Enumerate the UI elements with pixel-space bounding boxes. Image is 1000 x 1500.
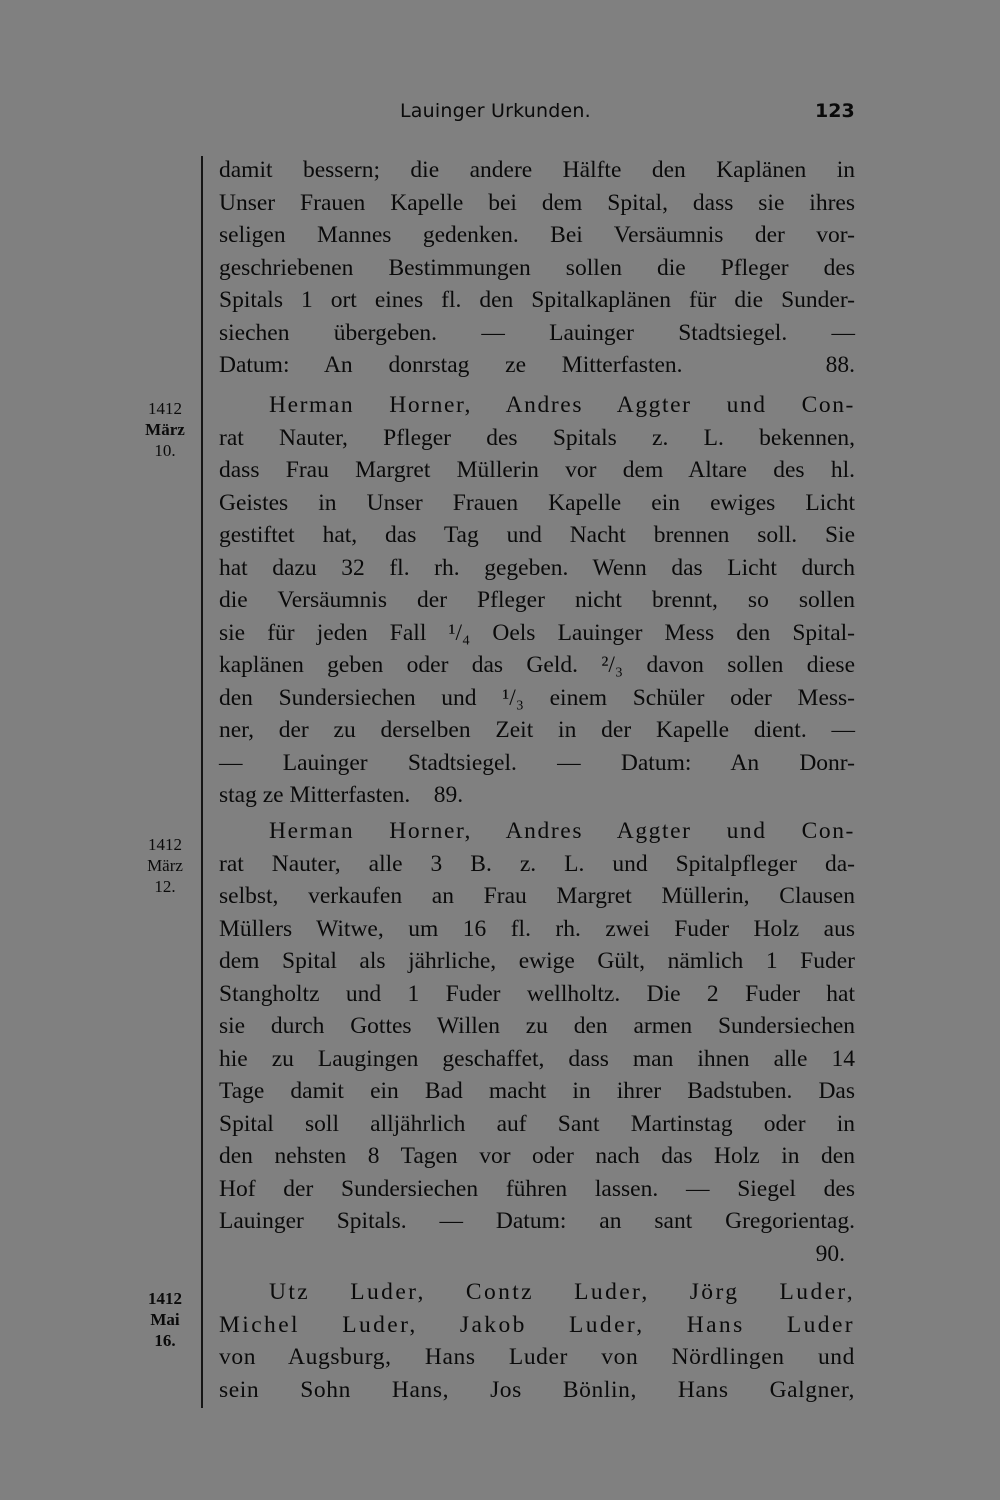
text-line: kaplänen geben oder das Geld. ²/₃ davon sollen diese xyxy=(219,652,855,678)
date-day: 10. xyxy=(154,441,176,460)
page-number: 123 xyxy=(815,100,855,122)
date-day: 16. xyxy=(154,1331,176,1350)
text-line: Geistes in Unser Frauen Kapelle ein ewiges Licht xyxy=(219,489,855,516)
margin-date-89 xyxy=(134,398,196,461)
date-year: 1412 xyxy=(148,835,182,854)
text-line: rat Nauter, alle 3 B. z. L. und Spitalpfleger da- xyxy=(219,850,855,877)
text-line: stag ze Mitterfasten. 89. xyxy=(219,782,464,808)
text-line: Michel Luder, Jakob Luder, Hans Luder xyxy=(219,1311,855,1338)
text-line: siechen übergeben. — Lauinger Stadtsiegel. — xyxy=(219,319,855,346)
document-number: 90. xyxy=(815,1240,845,1267)
text-line: selbst, verkaufen an Frau Margret Müllerin, Clausen xyxy=(219,883,855,909)
running-title: Lauinger Urkunden. xyxy=(400,100,591,122)
paragraph-88 xyxy=(219,154,855,382)
date-month: März xyxy=(145,420,185,439)
text-line: Hof der Sundersiechen führen lassen. — Siegel des xyxy=(219,1175,855,1202)
paragraph-89 xyxy=(219,389,855,812)
date-day: 12. xyxy=(154,877,176,896)
text-line: den Sundersiechen und ¹/₃ einem Schüler oder Mess- xyxy=(219,684,855,711)
text-line: Stangholtz und 1 Fuder wellholtz. Die 2 Fuder hat xyxy=(219,980,855,1007)
text-line: von Augsburg, Hans Luder von Nördlingen und xyxy=(219,1344,855,1370)
text-line: seligen Mannes gedenken. Bei Versäumnis der vor- xyxy=(219,222,855,248)
margin-date-91 xyxy=(134,1288,196,1351)
date-year: 1412 xyxy=(148,1289,182,1308)
date-month: März xyxy=(147,856,183,875)
text-line: sie für jeden Fall ¹/₄ Oels Lauinger Mess den Spital- xyxy=(219,619,855,646)
margin-rule xyxy=(201,156,203,1408)
text-line: dass Frau Margret Müllerin vor dem Altare des hl. xyxy=(219,457,855,483)
paragraph-91 xyxy=(219,1276,855,1406)
text-line: Herman Horner, Andres Aggter und Con- xyxy=(269,818,855,844)
text-line: Spitals 1 ort eines fl. den Spitalkaplänen für die Sunder- xyxy=(219,287,855,313)
text-line: — Lauinger Stadtsiegel. — Datum: An Donr- xyxy=(219,749,855,776)
text-line: hie zu Laugingen geschaffet, dass man ihnen alle 14 xyxy=(219,1045,855,1072)
text-line: damit bessern; die andere Hälfte den Kaplänen in xyxy=(219,157,855,183)
text-line: Unser Frauen Kapelle bei dem Spital, dass sie ihres xyxy=(219,189,855,216)
text-line: sie durch Gottes Willen zu den armen Sundersiechen xyxy=(219,1013,855,1039)
text-line: Lauinger Spitals. — Datum: an sant Gregorientag. xyxy=(219,1208,855,1234)
date-year: 1412 xyxy=(148,399,182,418)
text-line: Müllers Witwe, um 16 fl. rh. zwei Fuder Holz aus xyxy=(219,915,855,942)
margin-date-90 xyxy=(134,834,196,897)
text-line: geschriebenen Bestimmungen sollen die Pfleger des xyxy=(219,254,855,281)
text-line: hat dazu 32 fl. rh. gegeben. Wenn das Licht durch xyxy=(219,554,855,581)
text-line: Tage damit ein Bad macht in ihrer Badstuben. Das xyxy=(219,1078,855,1104)
text-line: rat Nauter, Pfleger des Spitals z. L. bekennen, xyxy=(219,424,855,451)
text-line: ner, der zu derselben Zeit in der Kapelle dient. — xyxy=(219,717,855,743)
text-line: dem Spital als jährliche, ewige Gült, nämlich 1 Fuder xyxy=(219,948,855,974)
text-line: die Versäumnis der Pfleger nicht brennt, so sollen xyxy=(219,587,855,613)
text-line: den nehsten 8 Tagen vor oder nach das Holz in den xyxy=(219,1143,855,1169)
text-line: sein Sohn Hans, Jos Bönlin, Hans Galgner, xyxy=(219,1376,855,1403)
date-month: Mai xyxy=(150,1310,180,1329)
text-line: Herman Horner, Andres Aggter und Con- xyxy=(269,392,855,418)
text-line: Datum: An donrstag ze Mitterfasten. 88. xyxy=(219,352,855,378)
paragraph-90 xyxy=(219,815,855,1270)
text-line: gestiftet hat, das Tag und Nacht brennen soll. Sie xyxy=(219,522,855,548)
text-line: Utz Luder, Contz Luder, Jörg Luder, xyxy=(269,1279,855,1305)
text-line: Spital soll alljährlich auf Sant Martinstag oder in xyxy=(219,1110,855,1137)
page-header xyxy=(0,96,1000,128)
